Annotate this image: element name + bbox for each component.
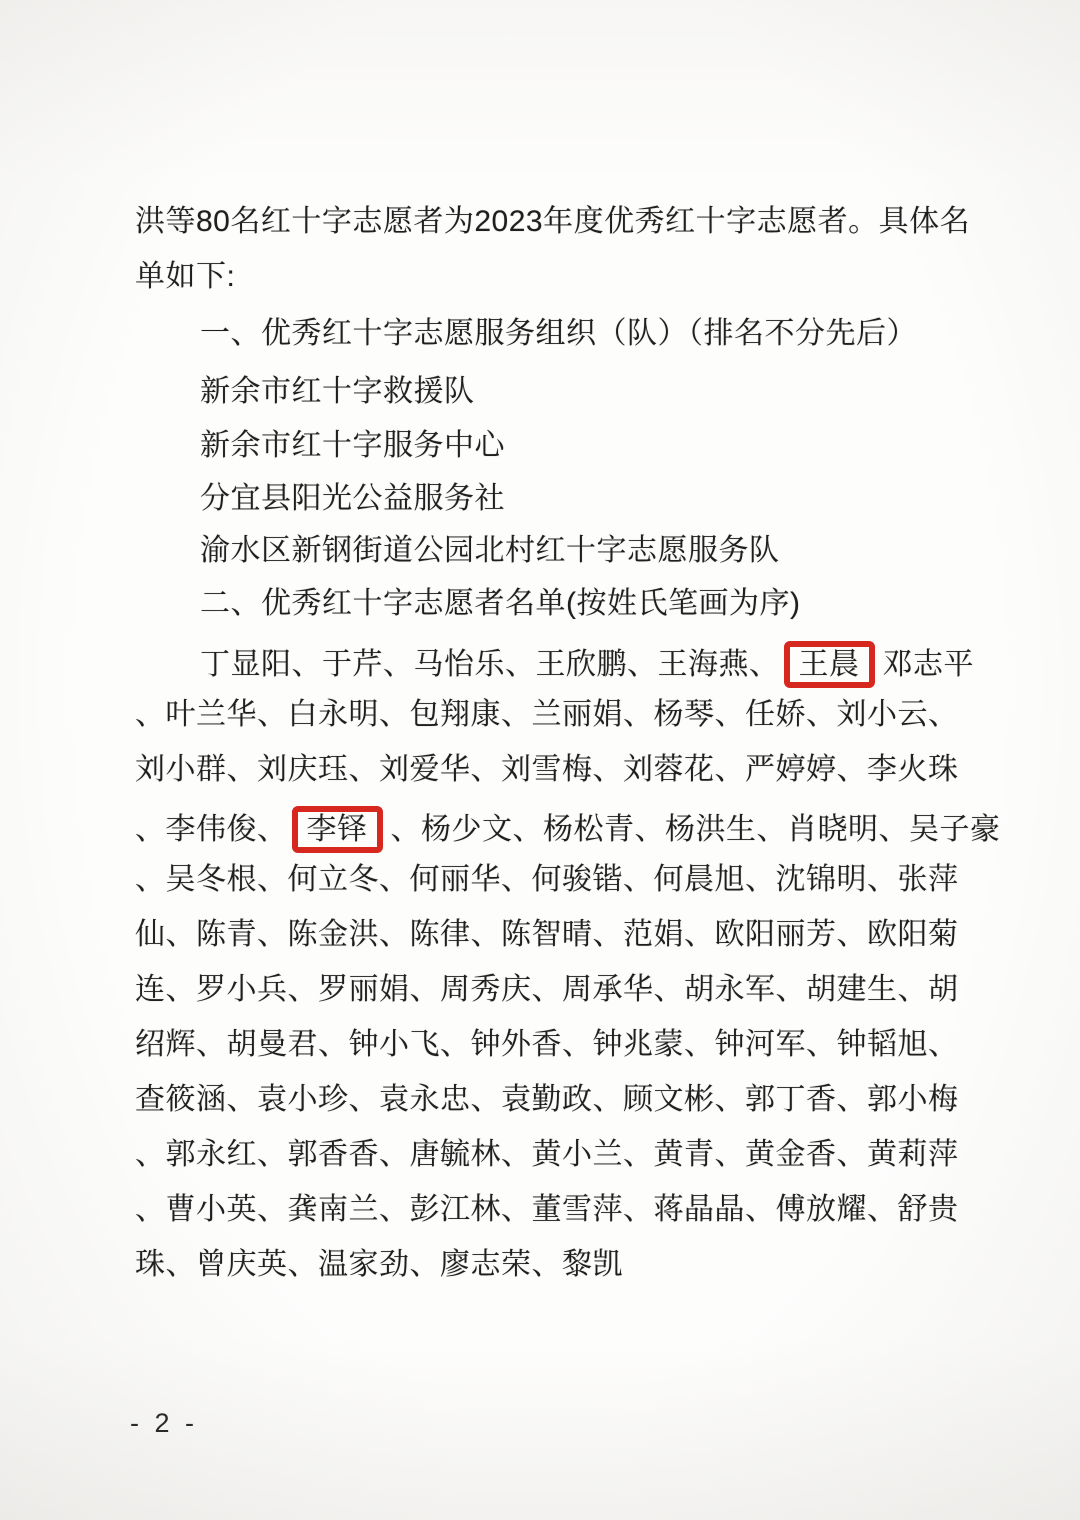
- name-list-line: [135, 916, 959, 954]
- intro-line-1: 洪等80名红十字志愿者为2023年度优秀红十字志愿者。具体名: [135, 205, 971, 238]
- name-list-line: [200, 641, 974, 688]
- name-list-text: 、吴冬根、何立冬、何丽华、何骏锴、何晨旭、沈锦明、张萍: [135, 863, 959, 896]
- name-list-line: [135, 971, 959, 1009]
- name-list-line: [135, 1191, 959, 1229]
- org-list-item: 新余市红十字救援队: [200, 375, 475, 408]
- name-list-text: 仙、陈青、陈金洪、陈律、陈智晴、范娟、欧阳丽芳、欧阳菊: [135, 918, 959, 951]
- name-list-text: 连、罗小兵、罗丽娟、周秀庆、周承华、胡永军、胡建生、胡: [135, 973, 959, 1006]
- section1-heading: 一、优秀红十字志愿服务组织（队）（排名不分先后）: [200, 317, 917, 350]
- org-list-item: 渝水区新钢街道公园北村红十字志愿服务队: [200, 534, 780, 567]
- name-list-text: 、叶兰华、白永明、包翔康、兰丽娟、杨琴、任娇、刘小云、: [135, 698, 959, 731]
- name-list-line: [135, 1246, 623, 1284]
- name-list-text: 、杨少文、杨松青、杨洪生、肖晓明、吴子豪: [390, 813, 1001, 846]
- section2-heading: 二、优秀红十字志愿者名单(按姓氏笔画为序): [200, 587, 801, 620]
- name-list-text: 丁显阳、于芹、马怡乐、王欣鹏、王海燕、: [200, 648, 780, 681]
- name-list-text: 邓志平: [882, 648, 974, 681]
- name-list-text: 、曹小英、龚南兰、彭江林、董雪萍、蒋晶晶、傅放耀、舒贵: [135, 1193, 959, 1226]
- name-list-line: [135, 806, 1001, 853]
- name-list-text: 查筱涵、袁小珍、袁永忠、袁勤政、顾文彬、郭丁香、郭小梅: [135, 1083, 959, 1116]
- name-list-text: 刘小群、刘庆珏、刘爱华、刘雪梅、刘蓉花、严婷婷、李火珠: [135, 753, 959, 786]
- name-list-line: [135, 1136, 959, 1174]
- intro-line-2: 单如下:: [135, 260, 236, 293]
- name-list-text: 、郭永红、郭香香、唐毓林、黄小兰、黄青、黄金香、黄莉萍: [135, 1138, 959, 1171]
- page-number: - 2 -: [130, 1408, 199, 1438]
- name-list-text: 绍辉、胡曼君、钟小飞、钟外香、钟兆蒙、钟河军、钟韬旭、: [135, 1028, 959, 1061]
- name-list-line: [135, 696, 959, 734]
- org-list-item: 新余市红十字服务中心: [200, 429, 505, 462]
- name-list-text: 、李伟俊、: [135, 813, 288, 846]
- name-list-text: 珠、曾庆英、温家劲、廖志荣、黎凯: [135, 1248, 623, 1281]
- name-list-line: [135, 751, 959, 789]
- highlight-box-liduo: 李铎: [292, 806, 383, 853]
- name-list-line: [135, 861, 959, 899]
- name-list-line: [135, 1026, 959, 1064]
- name-list-line: [135, 1081, 959, 1119]
- highlight-box-wangchen: 王晨: [784, 641, 875, 688]
- org-list-item: 分宜县阳光公益服务社: [200, 482, 505, 515]
